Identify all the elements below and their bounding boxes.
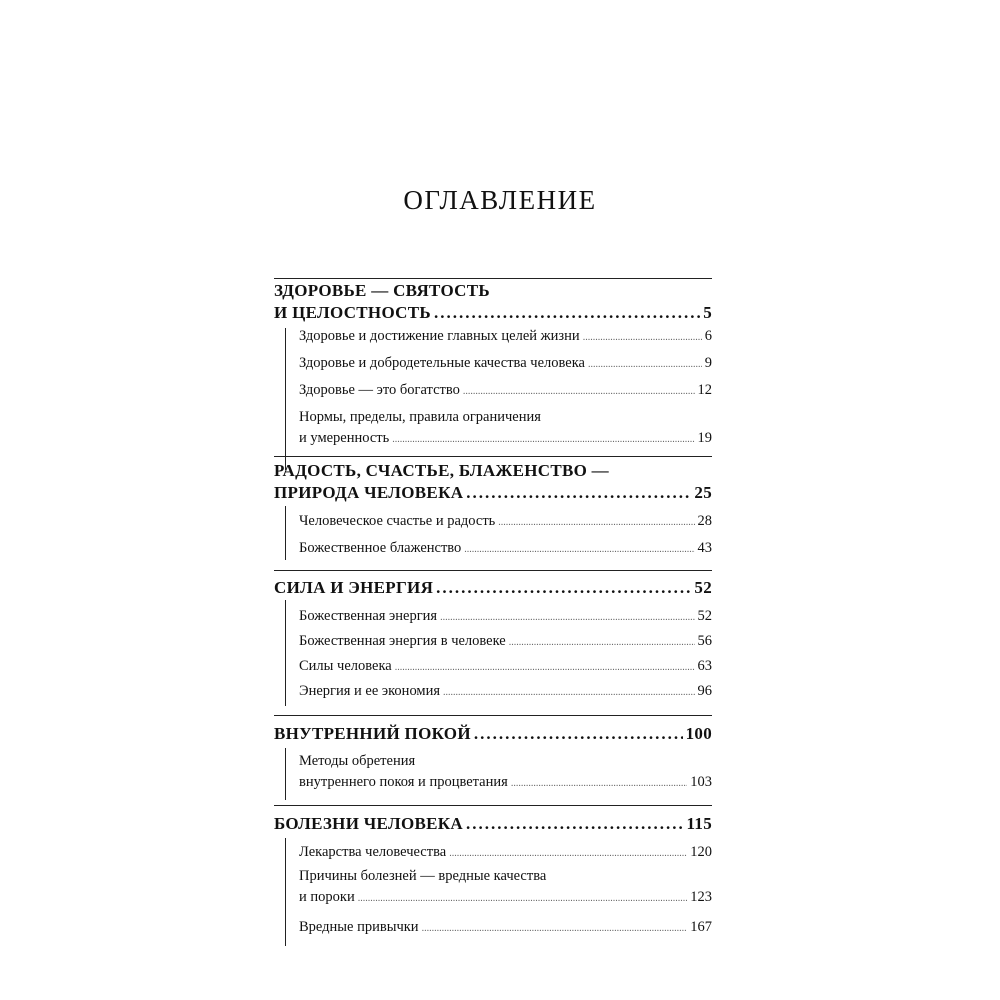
subsection-title: Здоровье и добродетельные качества человека <box>299 355 585 371</box>
page-number: 100 <box>685 724 712 743</box>
subsection-entry[interactable] <box>299 866 712 917</box>
subsection-title: Здоровье — это богатство <box>299 382 460 398</box>
section-title-line: И ЦЕЛОСТНОСТЬ <box>274 303 431 322</box>
dot-leader <box>358 887 688 909</box>
section-title-line: БОЛЕЗНИ ЧЕЛОВЕКА <box>274 814 463 833</box>
section-title-line: ПРИРОДА ЧЕЛОВЕКА <box>274 483 464 502</box>
toc-section <box>274 460 712 504</box>
dot-leader <box>395 656 695 678</box>
dot-leader <box>436 577 691 599</box>
subsection-title: Лекарства человечества <box>299 844 447 860</box>
page-number: 123 <box>690 889 712 905</box>
subsection-title: Методы обретения <box>299 753 416 769</box>
dot-leader <box>498 511 694 533</box>
subsection-entry[interactable] <box>299 917 712 941</box>
section-heading[interactable] <box>274 577 712 599</box>
section-divider <box>274 456 712 457</box>
section-divider <box>274 805 712 806</box>
toc-section <box>274 280 712 324</box>
dot-leader <box>392 428 694 450</box>
dot-leader <box>449 842 687 864</box>
subsection-entry[interactable] <box>299 681 712 706</box>
page-number: 25 <box>694 483 712 502</box>
page-number: 96 <box>697 683 712 699</box>
subsection-entry[interactable] <box>299 353 712 380</box>
subsection-title: и умеренность <box>299 430 390 446</box>
subsection-entry[interactable] <box>299 656 712 681</box>
dot-leader <box>443 681 694 703</box>
section-divider <box>274 570 712 571</box>
section-divider <box>274 278 712 279</box>
page-number: 28 <box>697 513 712 529</box>
page-number: 19 <box>697 430 712 446</box>
dot-leader <box>422 917 688 939</box>
subsection-title: Божественная энергия <box>299 608 438 624</box>
dot-leader <box>511 772 687 794</box>
page-number: 12 <box>697 382 712 398</box>
subsection-title: Нормы, пределы, правила ограничения <box>299 409 541 425</box>
page-title: ОГЛАВЛЕНИЕ <box>403 185 597 215</box>
page-number: 167 <box>690 919 712 935</box>
subsection-entry[interactable] <box>299 407 712 450</box>
page-number: 52 <box>694 578 712 597</box>
page-number: 63 <box>697 658 712 674</box>
dot-leader <box>464 538 694 560</box>
page-number: 103 <box>690 774 712 790</box>
section-heading[interactable] <box>274 280 712 324</box>
dot-leader <box>509 631 695 653</box>
subsection-title: Вредные привычки <box>299 919 419 935</box>
section-heading[interactable] <box>274 813 712 835</box>
dot-leader <box>588 353 702 375</box>
section-title-line: РАДОСТЬ, СЧАСТЬЕ, БЛАЖЕНСТВО — <box>274 461 609 480</box>
subsection-entry[interactable] <box>299 326 712 353</box>
page-number: 120 <box>690 844 712 860</box>
subsection-title: Человеческое счастье и радость <box>299 513 496 529</box>
subsection-title: Здоровье и достижение главных целей жизни <box>299 328 580 344</box>
section-divider <box>274 715 712 716</box>
section-title-line: СИЛА И ЭНЕРГИЯ <box>274 578 434 597</box>
toc-section <box>274 577 712 599</box>
page-number: 6 <box>704 328 712 344</box>
subsection-entry[interactable] <box>299 380 712 407</box>
subsection-entry[interactable] <box>299 842 712 866</box>
toc-section <box>274 813 712 835</box>
subsection-title: и пороки <box>299 889 355 905</box>
subsection-title: Божественное блаженство <box>299 540 462 556</box>
dot-leader <box>466 813 684 835</box>
subsection-entry[interactable] <box>299 606 712 631</box>
page-number: 56 <box>697 633 712 649</box>
subsection-entry[interactable] <box>299 631 712 656</box>
section-heading[interactable] <box>274 723 712 745</box>
toc-section <box>274 723 712 745</box>
dot-leader <box>466 482 691 504</box>
subsection-title: внутреннего покоя и процветания <box>299 774 508 790</box>
page-number: 115 <box>686 814 712 833</box>
subsection-entry[interactable] <box>299 538 712 565</box>
dot-leader <box>440 606 694 628</box>
page-number: 43 <box>697 540 712 556</box>
subsection-title: Причины болезней — вредные качества <box>299 868 547 884</box>
section-heading[interactable] <box>274 460 712 504</box>
subsection-title: Силы человека <box>299 658 392 674</box>
section-title-line: ВНУТРЕННИЙ ПОКОЙ <box>274 724 471 743</box>
subsection-title: Божественная энергия в человеке <box>299 633 506 649</box>
section-title-line: ЗДОРОВЬЕ — СВЯТОСТЬ <box>274 281 490 300</box>
dot-leader <box>583 326 702 348</box>
page-number: 9 <box>704 355 712 371</box>
subsection-entry[interactable] <box>299 511 712 538</box>
dot-leader <box>434 302 700 324</box>
page-number: 5 <box>703 303 712 322</box>
subsection-title: Энергия и ее экономия <box>299 683 441 699</box>
dot-leader <box>463 380 695 402</box>
page-number: 52 <box>697 608 712 624</box>
subsection-entry[interactable] <box>299 751 712 794</box>
dot-leader <box>474 723 683 745</box>
